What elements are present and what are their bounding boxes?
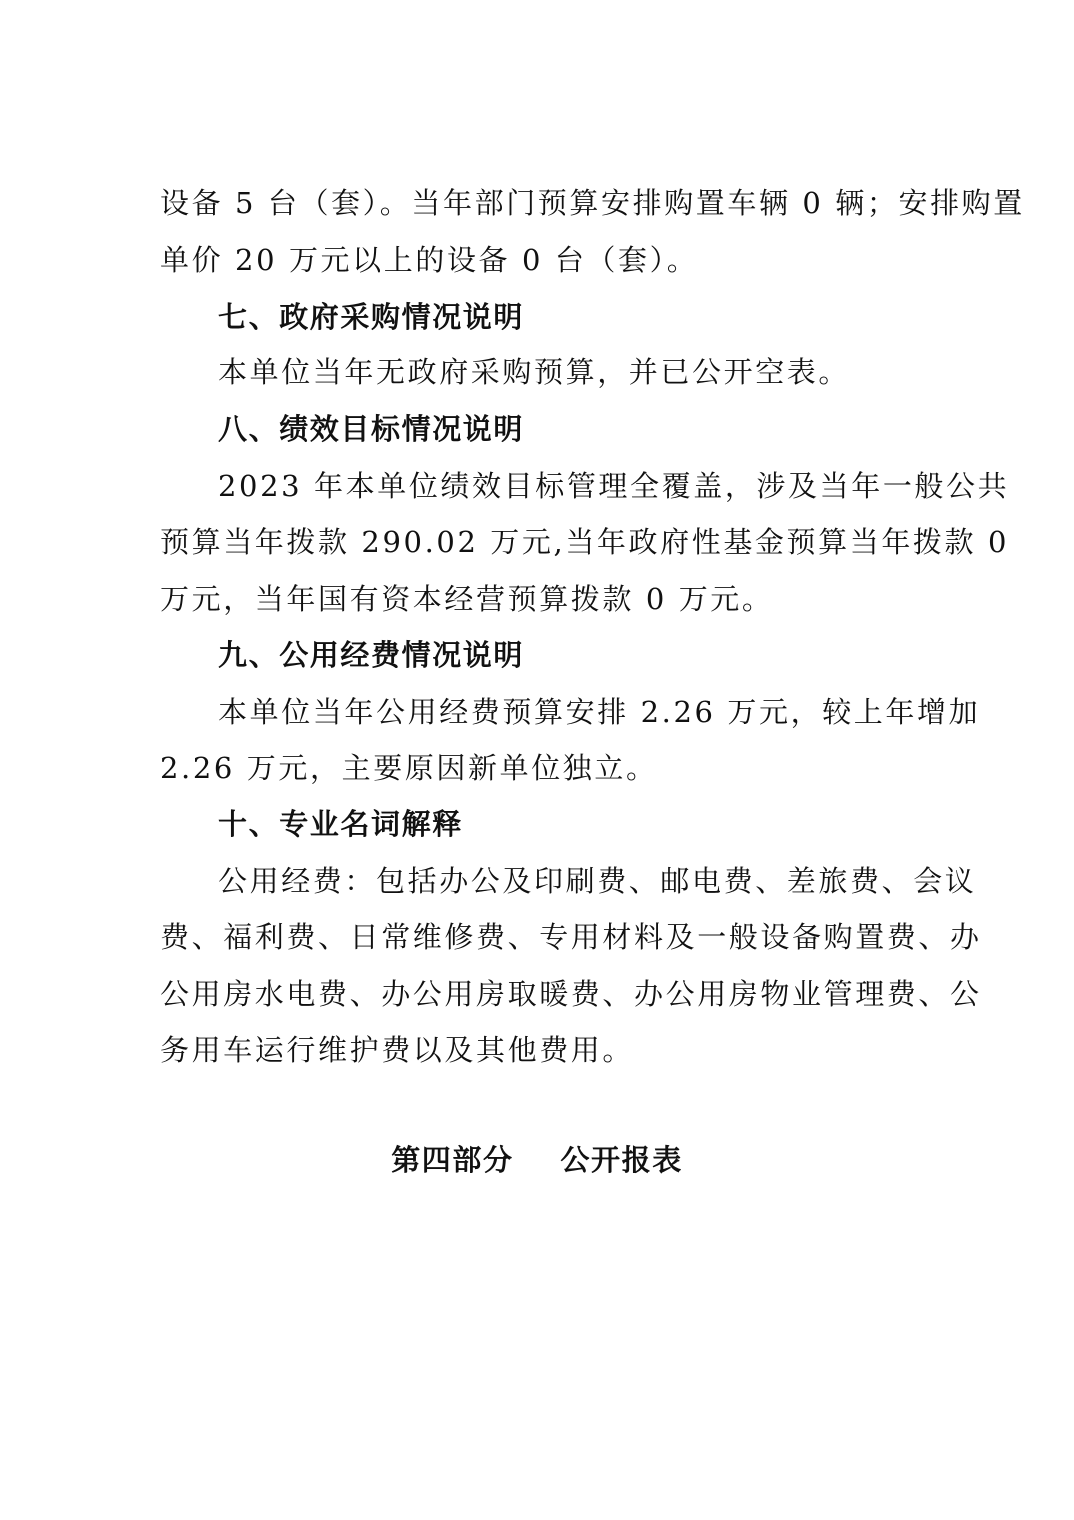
body-text-line: 本单位当年公用经费预算安排 2.26 万元，较上年增加 [218, 695, 981, 729]
body-text-line: 务用车运行维护费以及其他费用。 [160, 1033, 635, 1067]
body-text-line: 设备 5 台（套）。当年部门预算安排购置车辆 0 辆；安排购置 [160, 186, 1025, 220]
section-heading-glossary: 十、专业名词解释 [218, 807, 463, 841]
body-text-line: 万元，当年国有资本经营预算拨款 0 万元。 [160, 582, 774, 616]
section-heading-procurement: 七、政府采购情况说明 [218, 300, 525, 334]
section-heading-public-funds: 九、公用经费情况说明 [218, 638, 525, 672]
body-text-line: 公用经费：包括办公及印刷费、邮电费、差旅费、会议 [218, 864, 977, 898]
body-text-line: 公用房水电费、办公用房取暖费、办公用房物业管理费、公 [160, 977, 982, 1011]
section-heading-performance: 八、绩效目标情况说明 [218, 412, 525, 446]
body-text-line: 预算当年拨款 290.02 万元,当年政府性基金预算当年拨款 0 [160, 525, 1009, 559]
body-text-line: 2023 年本单位绩效目标管理全覆盖，涉及当年一般公共 [218, 469, 1010, 503]
body-text-line: 2.26 万元，主要原因新单位独立。 [160, 751, 658, 785]
body-text-line: 单价 20 万元以上的设备 0 台（套）。 [160, 243, 699, 277]
part-title: 第四部分 公开报表 [391, 1143, 683, 1177]
body-text-line: 本单位当年无政府采购预算，并已公开空表。 [218, 355, 851, 389]
body-text-line: 费、福利费、日常维修费、专用材料及一般设备购置费、办 [160, 920, 982, 954]
